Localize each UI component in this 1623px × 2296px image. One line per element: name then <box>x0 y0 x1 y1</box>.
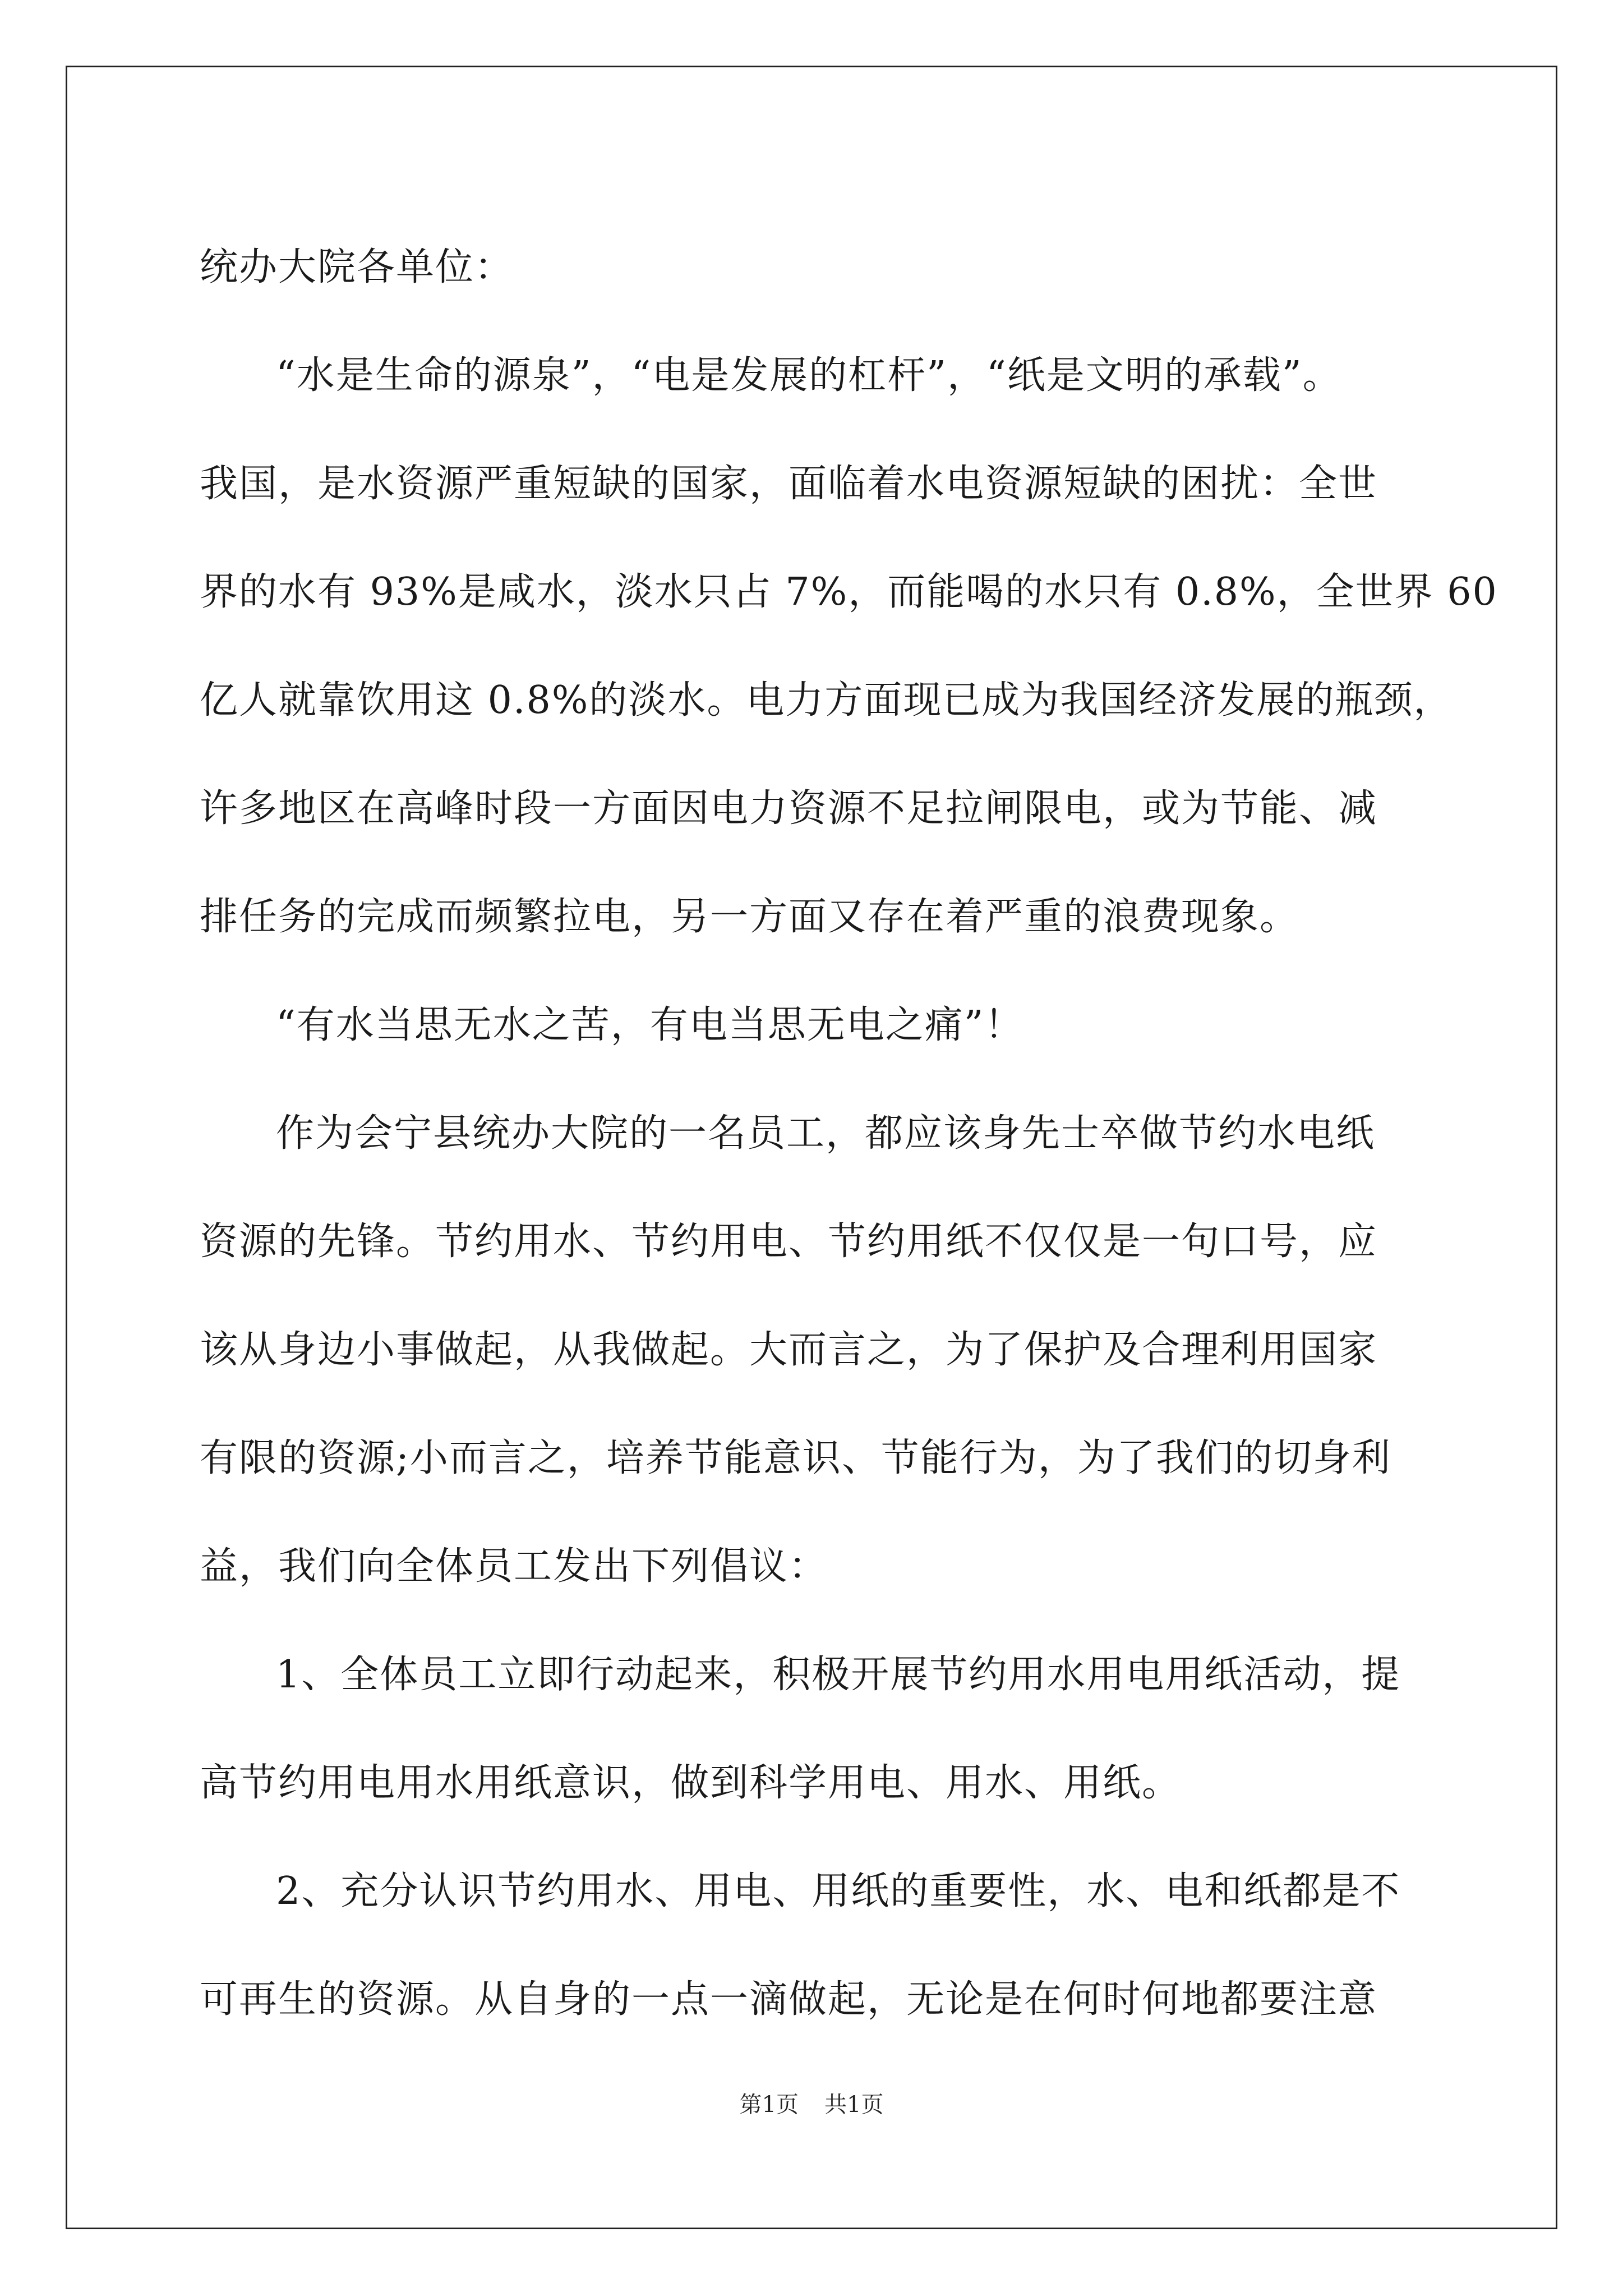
text-line: 排任务的完成而频繁拉电，另一方面又存在着严重的浪费现象。 <box>200 895 1299 939</box>
text-line: 我国，是水资源严重短缺的国家，面临着水电资源短缺的困扰：全世 <box>200 462 1378 506</box>
page-footer <box>0 2087 1623 2119</box>
text-line: 资源的先锋。节约用水、节约用电、节约用纸不仅仅是一句口号，应 <box>200 1220 1378 1264</box>
text-line: 该从身边小事做起，从我做起。大而言之，为了保护及合理利用国家 <box>200 1328 1378 1372</box>
text-line: 有限的资源;小而言之，培养节能意识、节能行为，为了我们的切身利 <box>200 1436 1391 1480</box>
text-line: 2、充分认识节约用水、用电、用纸的重要性，水、电和纸都是不 <box>276 1869 1401 1913</box>
document-body <box>200 213 1498 2054</box>
text-line: 可再生的资源。从自身的一点一滴做起，无论是在何时何地都要注意 <box>200 1977 1378 2022</box>
text-line: 1、全体员工立即行动起来，积极开展节约用水用电用纸活动，提 <box>276 1653 1401 1697</box>
text-line: 统办大院各单位： <box>200 245 514 289</box>
text-line: “有水当思无水之苦，有电当思无电之痛”！ <box>276 1003 1024 1047</box>
text-line: 界的水有 93%是咸水，淡水只占 7%，而能喝的水只有 0.8%，全世界 60 <box>200 570 1498 614</box>
text-line: 许多地区在高峰时段一方面因电力资源不足拉闸限电，或为节能、减 <box>200 786 1378 831</box>
text-line: 作为会宁县统办大院的一名员工，都应该身先士卒做节约水电纸 <box>276 1111 1376 1156</box>
text-line: 高节约用电用水用纸意识，做到科学用电、用水、用纸。 <box>200 1761 1182 1805</box>
text-line: 益，我们向全体员工发出下列倡议： <box>200 1544 828 1589</box>
text-line: “水是生命的源泉”，“电是发展的杠杆”，“纸是文明的承载”。 <box>276 353 1342 398</box>
page-number-total: 共1页 <box>824 2092 884 2118</box>
page-number-current: 第1页 <box>739 2092 799 2118</box>
text-line: 亿人就靠饮用这 0.8%的淡水。电力方面现已成为我国经济发展的瓶颈， <box>200 678 1453 723</box>
